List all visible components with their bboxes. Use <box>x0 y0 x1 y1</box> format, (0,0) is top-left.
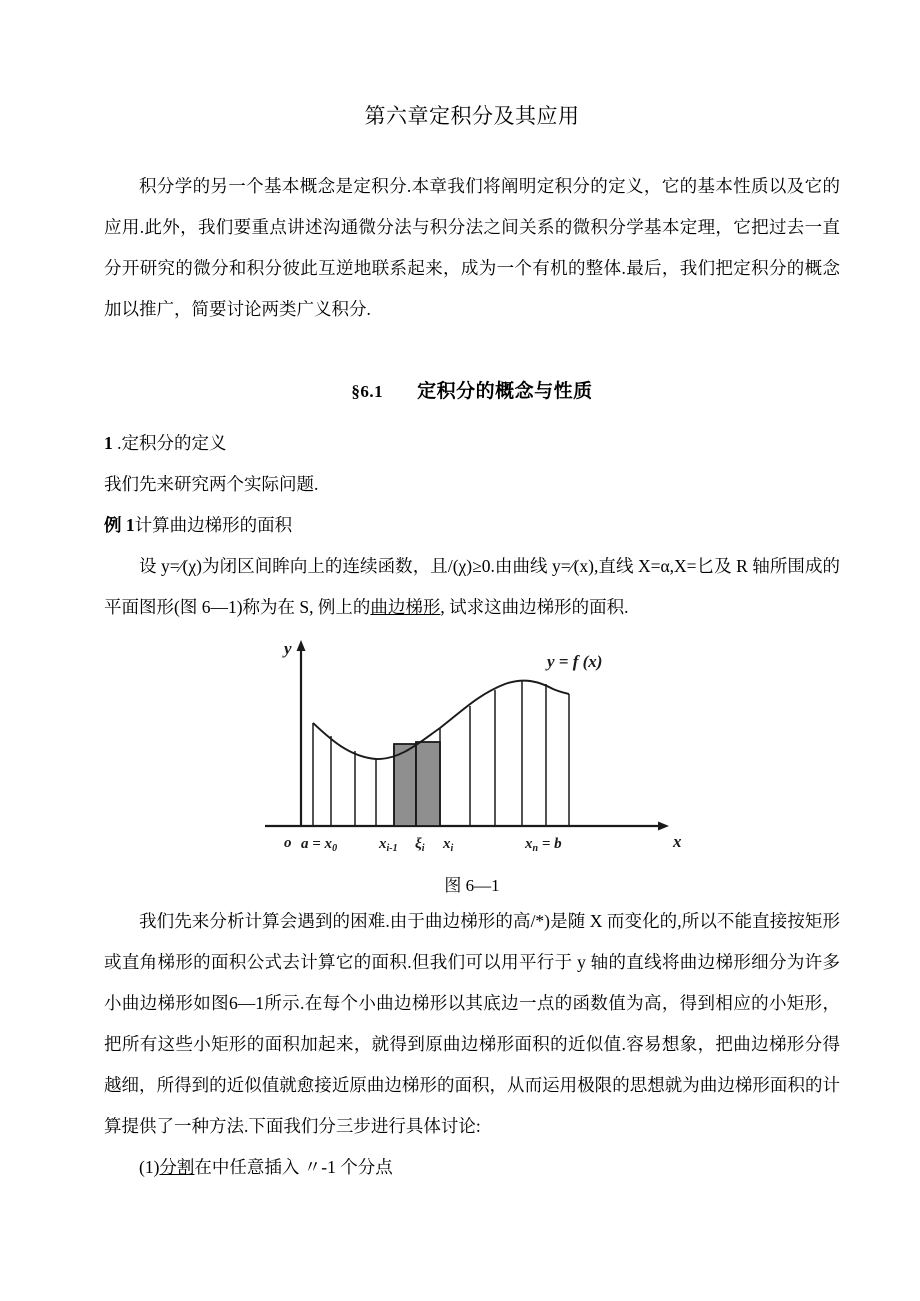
x-axis <box>265 822 669 831</box>
section-heading <box>104 376 840 403</box>
step-1-term-partition: 分割 <box>159 1157 195 1177</box>
setup-term-curvilinear-trapezoid: 曲边梯形 <box>370 597 441 617</box>
spacer <box>104 130 840 166</box>
step-1-line <box>104 1147 840 1188</box>
figure-block <box>104 634 840 901</box>
analysis-paragraph: 我们先来分析计算会遇到的困难.由于曲边梯形的高/*)是随 X 而变化的,所以不能直接按矩形或直角梯形的面积公式去计算它的面积.但我们可以用平行于 y 轴的直线将曲边梯形细分为许多小曲边梯形如图6—1所示.在每个小曲边梯形以其底边一点的函数值为高，得到相应的小矩形，把所有这些小矩形的面积加起来，就得到原曲边梯形面积的近似值.容易想象，把曲边梯形分得越细，所得到的近似值就愈接近原曲边梯形的面积，从而运用极限的思想就为曲边梯形面积的计算提供了一种方法.下面我们分三步进行具体讨论: <box>104 911 840 1136</box>
step-1-prefix: (1) <box>139 1157 160 1177</box>
tick-label-b: $x_n = b$ <box>525 836 562 854</box>
intro-paragraph: 积分学的另一个基本概念是定积分.本章我们将阐明定积分的定义，它的基本性质以及它的应用.此外，我们要重点讲述沟通微分法与积分法之间关系的微积分学基本定理，它把过去一直分开研究的微分和积分彼此互逆地联系起来，成为一个有机的整体.最后，我们把定积分的概念加以推广，简要讨论两类广义积分. <box>104 176 840 319</box>
tick-label-a: $a = x_0$ <box>301 836 338 854</box>
chapter-title: 第六章定积分及其应用 <box>364 104 580 128</box>
y-axis-label: y <box>284 639 292 658</box>
page-content <box>104 96 840 1188</box>
example-title: 计算曲边梯形的面积 <box>134 515 293 535</box>
subsection-number: 1 <box>104 433 113 453</box>
curve-label: y = f (x) <box>547 652 603 671</box>
setup-text-after: , 试求这曲边梯形的面积. <box>440 597 629 617</box>
origin-label: o <box>284 835 292 851</box>
curvilinear-trapezoid-diagram <box>257 634 687 869</box>
section-title: 定积分的概念与性质 <box>417 381 593 402</box>
example-heading <box>104 505 840 546</box>
function-curve <box>313 681 569 759</box>
y-axis <box>297 640 306 826</box>
tick-label-x-i: $x_i$ <box>443 836 454 854</box>
spacer <box>104 330 840 366</box>
subsection-heading <box>104 423 840 464</box>
study-line: 我们先来研究两个实际问题. <box>104 474 319 494</box>
x-axis-label: x <box>673 832 682 851</box>
setup-text-before: 设 y=⁄(χ)为闭区间眸向上的连续函数，且/(χ)≥0.由曲线 y=⁄(x),直线 X=α,X=匕及 R 轴所围成的平面图形(图 6—1)称为在 S, 例上的 <box>104 556 840 617</box>
figure-caption: 图 6—1 <box>444 876 500 895</box>
section-number: §6.1 <box>351 382 384 401</box>
example-setup-paragraph <box>104 546 840 628</box>
tick-label-x-i-minus-1: $x_{i-1}$ <box>379 836 398 854</box>
spacer <box>104 366 840 376</box>
tick-label-xi-i: $\xi_i$ <box>415 836 425 854</box>
subsection-title: .定积分的定义 <box>117 433 227 453</box>
spacer <box>104 403 840 423</box>
step-1-suffix: 在中任意插入 〃-1 个分点 <box>194 1157 393 1177</box>
example-label: 例 1 <box>104 515 135 535</box>
